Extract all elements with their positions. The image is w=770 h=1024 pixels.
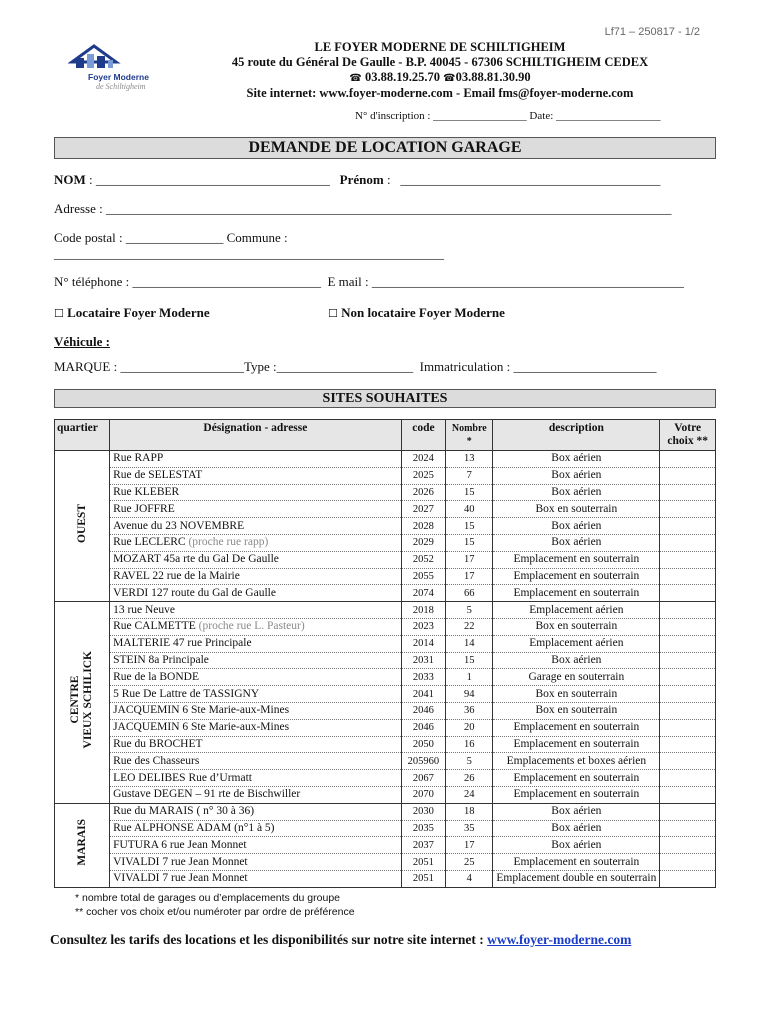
non-locataire-label: Non locataire Foyer Moderne xyxy=(341,305,505,320)
nombre-cell: 17 xyxy=(446,568,493,585)
locataire-option[interactable] xyxy=(54,305,210,321)
designation-text: Rue ALPHONSE ADAM (n°1 à 5) xyxy=(113,821,275,834)
quartier-label: MARAIS xyxy=(75,819,88,867)
description-cell: Emplacement en souterrain xyxy=(493,568,660,585)
description-cell: Box en souterrain xyxy=(493,702,660,719)
nombre-cell: 7 xyxy=(446,467,493,484)
footnotes xyxy=(75,891,355,919)
code-cell: 2046 xyxy=(401,702,445,719)
designation-cell xyxy=(110,501,402,518)
description-cell: Emplacement aérien xyxy=(493,635,660,652)
nombre-cell: 15 xyxy=(446,518,493,535)
org-web: Site internet: www.foyer-moderne.com - Email fms@foyer-moderne.com xyxy=(246,86,634,100)
code-cell: 2074 xyxy=(401,585,445,602)
designation-text: Rue de SELESTAT xyxy=(113,469,203,482)
designation-text: Rue LECLERC xyxy=(113,536,189,549)
nombre-cell: 17 xyxy=(446,551,493,568)
nom-field[interactable]: : ____________________________________ xyxy=(85,172,340,187)
designation-text: 5 Rue De Lattre de TASSIGNY xyxy=(113,687,260,700)
designation-cell xyxy=(110,484,402,501)
nombre-cell: 20 xyxy=(446,719,493,736)
table-row xyxy=(55,585,716,602)
code-cell: 2035 xyxy=(401,820,445,837)
logo-subtitle: de Schiltigheim xyxy=(96,82,146,91)
description-cell: Box aérien xyxy=(493,820,660,837)
table-row xyxy=(55,568,716,585)
choix-cell[interactable] xyxy=(660,652,716,669)
choix-cell[interactable] xyxy=(660,753,716,770)
table-row xyxy=(55,719,716,736)
code-cell: 2041 xyxy=(401,686,445,703)
nombre-cell: 17 xyxy=(446,837,493,854)
designation-cell xyxy=(110,736,402,753)
description-cell: Box en souterrain xyxy=(493,686,660,703)
description-cell: Emplacement en souterrain xyxy=(493,585,660,602)
code-cell: 2014 xyxy=(401,635,445,652)
designation-cell xyxy=(110,618,402,635)
prenom-label: Prénom xyxy=(339,172,384,187)
vehicule-fields[interactable]: MARQUE : ___________________Type :_____________________ Immatriculation : ______________________ xyxy=(54,359,657,374)
designation-text: Avenue du 23 NOVEMBRE xyxy=(113,519,245,532)
table-row xyxy=(55,820,716,837)
designation-text: VERDI 127 route du Gal de Gaulle xyxy=(113,586,276,599)
header-quartier: quartier xyxy=(55,420,110,451)
phone-icon: ☎ xyxy=(349,73,362,84)
designation-cell xyxy=(110,602,402,619)
website-link[interactable]: www.foyer-moderne.com xyxy=(487,932,632,947)
code-cell: 2029 xyxy=(401,534,445,551)
code-cell: 2028 xyxy=(401,518,445,535)
code-cell: 2055 xyxy=(401,568,445,585)
header-designation: Désignation - adresse xyxy=(110,420,402,451)
choix-cell[interactable] xyxy=(660,854,716,871)
choix-cell[interactable] xyxy=(660,837,716,854)
designation-cell xyxy=(110,753,402,770)
table-row xyxy=(55,854,716,871)
nombre-cell: 40 xyxy=(446,501,493,518)
nombre-cell: 4 xyxy=(446,870,493,887)
org-name: LE FOYER MODERNE DE SCHILTIGHEIM xyxy=(314,40,566,54)
nombre-cell: 24 xyxy=(446,786,493,803)
designation-text: LEO DELIBES Rue d’Urmatt xyxy=(113,771,252,784)
code-cell: 2031 xyxy=(401,652,445,669)
designation-cell xyxy=(110,820,402,837)
inscription-field[interactable]: N° d'inscription : _________________ Date: ___________________ xyxy=(355,110,661,122)
nombre-cell: 22 xyxy=(446,618,493,635)
designation-text: JACQUEMIN 6 Ste Marie-aux-Mines xyxy=(113,721,290,734)
description-cell: Emplacement en souterrain xyxy=(493,736,660,753)
choix-cell[interactable] xyxy=(660,551,716,568)
table-row xyxy=(55,467,716,484)
designation-cell xyxy=(110,854,402,871)
designation-text: Rue du BROCHET xyxy=(113,737,203,750)
nombre-cell: 16 xyxy=(446,736,493,753)
choix-cell[interactable] xyxy=(660,534,716,551)
designation-text: MALTERIE 47 rue Principale xyxy=(113,637,252,650)
choix-cell[interactable] xyxy=(660,602,716,619)
quartier-label: CENTRE VIEUX SCHILICK xyxy=(69,651,95,749)
table-row xyxy=(55,753,716,770)
nombre-cell: 36 xyxy=(446,702,493,719)
footer-text: Consultez les tarifs des locations et les disponibilités sur notre site internet : xyxy=(50,932,488,947)
designation-cell xyxy=(110,534,402,551)
nombre-cell: 13 xyxy=(446,451,493,468)
designation-cell xyxy=(110,719,402,736)
quartier-cell xyxy=(55,451,110,602)
code-cell: 2037 xyxy=(401,837,445,854)
code-cell: 2070 xyxy=(401,786,445,803)
designation-cell xyxy=(110,770,402,787)
table-row xyxy=(55,736,716,753)
choix-cell[interactable] xyxy=(660,702,716,719)
code-cell: 2018 xyxy=(401,602,445,619)
table-row xyxy=(55,501,716,518)
description-cell: Box aérien xyxy=(493,518,660,535)
fax-icon: ☎ xyxy=(443,73,456,84)
nombre-cell: 25 xyxy=(446,854,493,871)
header-description: description xyxy=(493,420,660,451)
nombre-cell: 5 xyxy=(446,602,493,619)
designation-note: (proche rue rapp) xyxy=(188,536,269,549)
checkbox-icon[interactable]: ☐ xyxy=(54,307,64,320)
header-choix: Votre choix ** xyxy=(660,420,716,451)
designation-text: Rue KLEBER xyxy=(113,485,180,498)
table-row xyxy=(55,602,716,619)
nom-label: NOM xyxy=(54,172,86,187)
table-header-row xyxy=(55,420,716,451)
code-cell: 2026 xyxy=(401,484,445,501)
vehicule-heading: Véhicule : xyxy=(54,334,110,349)
table-row xyxy=(55,635,716,652)
nombre-cell: 18 xyxy=(446,803,493,820)
choix-cell[interactable] xyxy=(660,484,716,501)
house-logo-icon xyxy=(68,42,128,76)
designation-cell xyxy=(110,837,402,854)
code-cell: 2067 xyxy=(401,770,445,787)
code-cell: 2030 xyxy=(401,803,445,820)
designation-cell xyxy=(110,803,402,820)
designation-text: VIVALDI 7 rue Jean Monnet xyxy=(113,855,248,868)
designation-cell xyxy=(110,467,402,484)
choix-cell[interactable] xyxy=(660,736,716,753)
table-row xyxy=(55,518,716,535)
description-cell: Garage en souterrain xyxy=(493,669,660,686)
designation-text: Rue JOFFRE xyxy=(113,502,175,515)
description-cell: Box en souterrain xyxy=(493,618,660,635)
designation-cell xyxy=(110,786,402,803)
designation-text: JACQUEMIN 6 Ste Marie-aux-Mines xyxy=(113,704,290,717)
non-locataire-option[interactable] xyxy=(328,305,505,321)
code-cell: 2025 xyxy=(401,467,445,484)
designation-text: Rue CALMETTE xyxy=(113,620,199,633)
description-cell: Emplacement en souterrain xyxy=(493,854,660,871)
code-cell: 2052 xyxy=(401,551,445,568)
designation-text: Gustave DEGEN – 91 rte de Bischwiller xyxy=(113,788,301,801)
table-row xyxy=(55,770,716,787)
designation-cell xyxy=(110,635,402,652)
designation-text: FUTURA 6 rue Jean Monnet xyxy=(113,838,247,851)
nombre-cell: 94 xyxy=(446,686,493,703)
letterhead xyxy=(170,40,710,101)
code-cell: 2051 xyxy=(401,870,445,887)
nombre-cell: 66 xyxy=(446,585,493,602)
choix-cell[interactable] xyxy=(660,719,716,736)
description-cell: Emplacement en souterrain xyxy=(493,786,660,803)
table-row xyxy=(55,837,716,854)
checkbox-icon[interactable]: ☐ xyxy=(328,307,338,320)
choix-cell[interactable] xyxy=(660,518,716,535)
choix-cell[interactable] xyxy=(660,669,716,686)
description-cell: Box aérien xyxy=(493,803,660,820)
description-cell: Box en souterrain xyxy=(493,501,660,518)
locataire-label: Locataire Foyer Moderne xyxy=(67,305,210,320)
designation-text: Rue de la BONDE xyxy=(113,670,199,683)
description-cell: Emplacements et boxes aérien xyxy=(493,753,660,770)
choix-cell[interactable] xyxy=(660,786,716,803)
code-cell: 2024 xyxy=(401,451,445,468)
header-nombre: Nombre * xyxy=(446,420,493,451)
description-cell: Box aérien xyxy=(493,652,660,669)
code-cell: 2033 xyxy=(401,669,445,686)
designation-text: VIVALDI 7 rue Jean Monnet xyxy=(113,872,248,885)
code-cell: 2051 xyxy=(401,854,445,871)
choix-cell[interactable] xyxy=(660,635,716,652)
designation-text: RAVEL 22 rue de la Mairie xyxy=(113,569,240,582)
footnote-nombre: * nombre total de garages ou d’emplacements du groupe xyxy=(75,892,341,904)
phone-number: 03.88.19.25.70 xyxy=(365,70,440,84)
description-cell: Emplacement double en souterrain xyxy=(493,870,660,887)
table-row xyxy=(55,484,716,501)
designation-text: MOZART 45a rte du Gal De Gaulle xyxy=(113,553,279,566)
telephone-email-field[interactable]: N° téléphone : _____________________________ E mail : ________________________________________________ xyxy=(54,274,684,289)
designation-cell xyxy=(110,518,402,535)
designation-cell xyxy=(110,652,402,669)
description-cell: Box aérien xyxy=(493,534,660,551)
choix-cell[interactable] xyxy=(660,568,716,585)
designation-text: Rue RAPP xyxy=(113,452,164,465)
footer-message xyxy=(50,932,631,948)
nombre-cell: 35 xyxy=(446,820,493,837)
designation-cell xyxy=(110,870,402,887)
code-cell: 2050 xyxy=(401,736,445,753)
name-row[interactable] xyxy=(54,172,660,188)
description-cell: Box aérien xyxy=(493,467,660,484)
table-row xyxy=(55,551,716,568)
nombre-cell: 15 xyxy=(446,484,493,501)
choix-cell[interactable] xyxy=(660,451,716,468)
description-cell: Emplacement en souterrain xyxy=(493,719,660,736)
designation-text: Rue des Chasseurs xyxy=(113,754,200,767)
table-row xyxy=(55,618,716,635)
designation-cell xyxy=(110,568,402,585)
description-cell: Box aérien xyxy=(493,484,660,501)
nombre-cell: 15 xyxy=(446,652,493,669)
sites-table-body xyxy=(55,451,716,888)
code-cell: 2027 xyxy=(401,501,445,518)
code-cell: 2046 xyxy=(401,719,445,736)
choix-cell[interactable] xyxy=(660,467,716,484)
table-row xyxy=(55,451,716,468)
choix-cell[interactable] xyxy=(660,618,716,635)
choix-cell[interactable] xyxy=(660,770,716,787)
table-row xyxy=(55,870,716,887)
choix-cell[interactable] xyxy=(660,820,716,837)
commune-field[interactable]: ____________________________________________________________ xyxy=(54,246,444,261)
prenom-field[interactable]: : ________________________________________ xyxy=(383,172,661,187)
header-code: code xyxy=(401,420,445,451)
document-reference: Lf71 – 250817 - 1/2 xyxy=(604,26,700,38)
nombre-cell: 1 xyxy=(446,669,493,686)
sites-title: SITES SOUHAITES xyxy=(54,389,716,408)
code-postal-field[interactable]: Code postal : _______________ Commune : xyxy=(54,230,288,245)
table-row xyxy=(55,652,716,669)
designation-cell xyxy=(110,669,402,686)
designation-note: (proche rue L. Pasteur) xyxy=(198,620,305,633)
designation-text: Rue du MARAIS ( n° 30 à 36) xyxy=(113,805,255,818)
description-cell: Box aérien xyxy=(493,837,660,854)
choix-cell[interactable] xyxy=(660,501,716,518)
table-row xyxy=(55,534,716,551)
choix-cell[interactable] xyxy=(660,585,716,602)
choix-cell[interactable] xyxy=(660,686,716,703)
nombre-cell: 15 xyxy=(446,534,493,551)
designation-cell xyxy=(110,451,402,468)
description-cell: Emplacement en souterrain xyxy=(493,770,660,787)
org-phones xyxy=(170,70,710,86)
code-cell: 2023 xyxy=(401,618,445,635)
table-row xyxy=(55,803,716,820)
sites-table xyxy=(54,419,716,888)
description-cell: Emplacement en souterrain xyxy=(493,551,660,568)
nombre-cell: 5 xyxy=(446,753,493,770)
choix-cell[interactable] xyxy=(660,870,716,887)
description-cell: Box aérien xyxy=(493,451,660,468)
logo xyxy=(64,42,164,92)
designation-cell xyxy=(110,686,402,703)
quartier-cell xyxy=(55,803,110,887)
quartier-cell xyxy=(55,602,110,804)
designation-cell xyxy=(110,551,402,568)
table-row xyxy=(55,669,716,686)
designation-cell xyxy=(110,702,402,719)
designation-text: 13 rue Neuve xyxy=(113,603,176,616)
table-row xyxy=(55,686,716,703)
designation-text: STEIN 8a Principale xyxy=(113,653,209,666)
table-row xyxy=(55,786,716,803)
quartier-label: OUEST xyxy=(75,504,88,544)
designation-cell xyxy=(110,585,402,602)
description-cell: Emplacement aérien xyxy=(493,602,660,619)
nombre-cell: 14 xyxy=(446,635,493,652)
adresse-field[interactable]: Adresse : _______________________________________________________________________________________ xyxy=(54,201,672,216)
choix-cell[interactable] xyxy=(660,803,716,820)
footnote-choix: ** cocher vos choix et/ou numéroter par ordre de préférence xyxy=(75,906,355,918)
code-cell: 205960 xyxy=(401,753,445,770)
table-row xyxy=(55,702,716,719)
logo-brand: Foyer Moderne xyxy=(88,72,149,82)
org-address: 45 route du Général De Gaulle - B.P. 40045 - 67306 SCHILTIGHEIM CEDEX xyxy=(231,55,649,69)
fax-number: 03.88.81.30.90 xyxy=(455,70,531,84)
nombre-cell: 26 xyxy=(446,770,493,787)
page-title: DEMANDE DE LOCATION GARAGE xyxy=(54,137,716,159)
